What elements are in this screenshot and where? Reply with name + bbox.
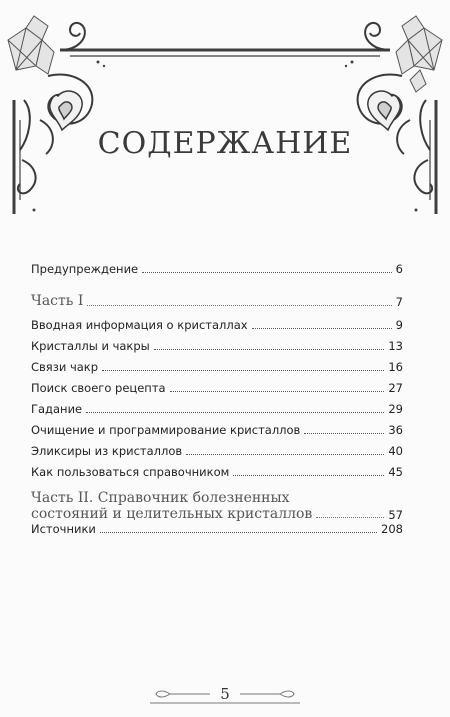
toc-entry-label: Вводная информация о кристаллах: [31, 318, 248, 332]
toc-page-number: 7: [395, 295, 403, 309]
dot-leader: [304, 433, 384, 434]
page-number: 5: [220, 685, 230, 703]
dot-leader: [233, 475, 384, 476]
toc-part-label-line2: состояний и целительных кристаллов: [31, 506, 313, 522]
page-title: СОДЕРЖАНИЕ: [97, 126, 353, 161]
toc-page-number: 57: [388, 508, 403, 522]
toc-page-number: 9: [395, 318, 403, 332]
dot-leader: [100, 532, 377, 533]
left-heart-ornament: [50, 91, 82, 130]
toc-entry-label: Связи чакр: [31, 360, 99, 374]
toc-entry-label: Гадание: [31, 402, 83, 416]
toc-entry[interactable]: [31, 444, 403, 458]
dot-leader: [87, 305, 391, 306]
toc-part-label-line1: Часть II. Справочник болезненных: [31, 490, 290, 506]
toc-entry-label: Как пользоваться справочником: [31, 465, 230, 479]
toc-page-number: 29: [388, 402, 403, 416]
toc-entry[interactable]: [31, 360, 403, 374]
toc-page-number: 13: [388, 339, 403, 353]
toc-entry[interactable]: [31, 423, 403, 437]
toc-entry[interactable]: [31, 381, 403, 395]
dot-leader: [86, 412, 384, 413]
right-crystal-icon: [396, 16, 442, 92]
toc-entry[interactable]: [31, 465, 403, 479]
toc-entry-label: Очищение и программирование кристаллов: [31, 423, 301, 437]
toc-page-number: 36: [388, 423, 403, 437]
dot-leader: [154, 349, 385, 350]
dot-leader: [186, 454, 384, 455]
toc-entry-label: Эликсиры из кристаллов: [31, 444, 183, 458]
toc-page-number: 45: [388, 465, 403, 479]
toc-entry[interactable]: [31, 318, 403, 332]
toc-entry-label: Источники: [31, 522, 96, 536]
left-crystal-icon: [8, 16, 54, 74]
dot-leader: [102, 370, 384, 371]
right-heart-ornament: [368, 91, 400, 130]
toc-entry-part-2[interactable]: [31, 490, 403, 522]
toc-entry-warning[interactable]: [31, 262, 403, 276]
toc-page-number: 16: [388, 360, 403, 374]
toc-entry-part-1[interactable]: [31, 293, 403, 309]
dot-leader: [142, 272, 392, 273]
toc-entry-sources[interactable]: [31, 522, 403, 536]
dot-leader: [316, 517, 384, 518]
toc-entry-label: Кристаллы и чакры: [31, 339, 150, 353]
toc-page-number: 208: [381, 522, 403, 536]
dot-leader: [170, 391, 385, 392]
toc-page-number: 6: [395, 262, 403, 276]
toc-entry[interactable]: [31, 402, 403, 416]
toc-part-label: Часть I: [31, 293, 84, 309]
toc-page-number: 27: [388, 381, 403, 395]
toc-entry[interactable]: [31, 339, 403, 353]
toc-entry-label: Поиск своего рецепта: [31, 381, 166, 395]
dot-leader: [252, 328, 392, 329]
page-footer: [0, 684, 450, 703]
toc-entry-label: Предупреждение: [31, 262, 139, 276]
toc-page-number: 40: [388, 444, 403, 458]
